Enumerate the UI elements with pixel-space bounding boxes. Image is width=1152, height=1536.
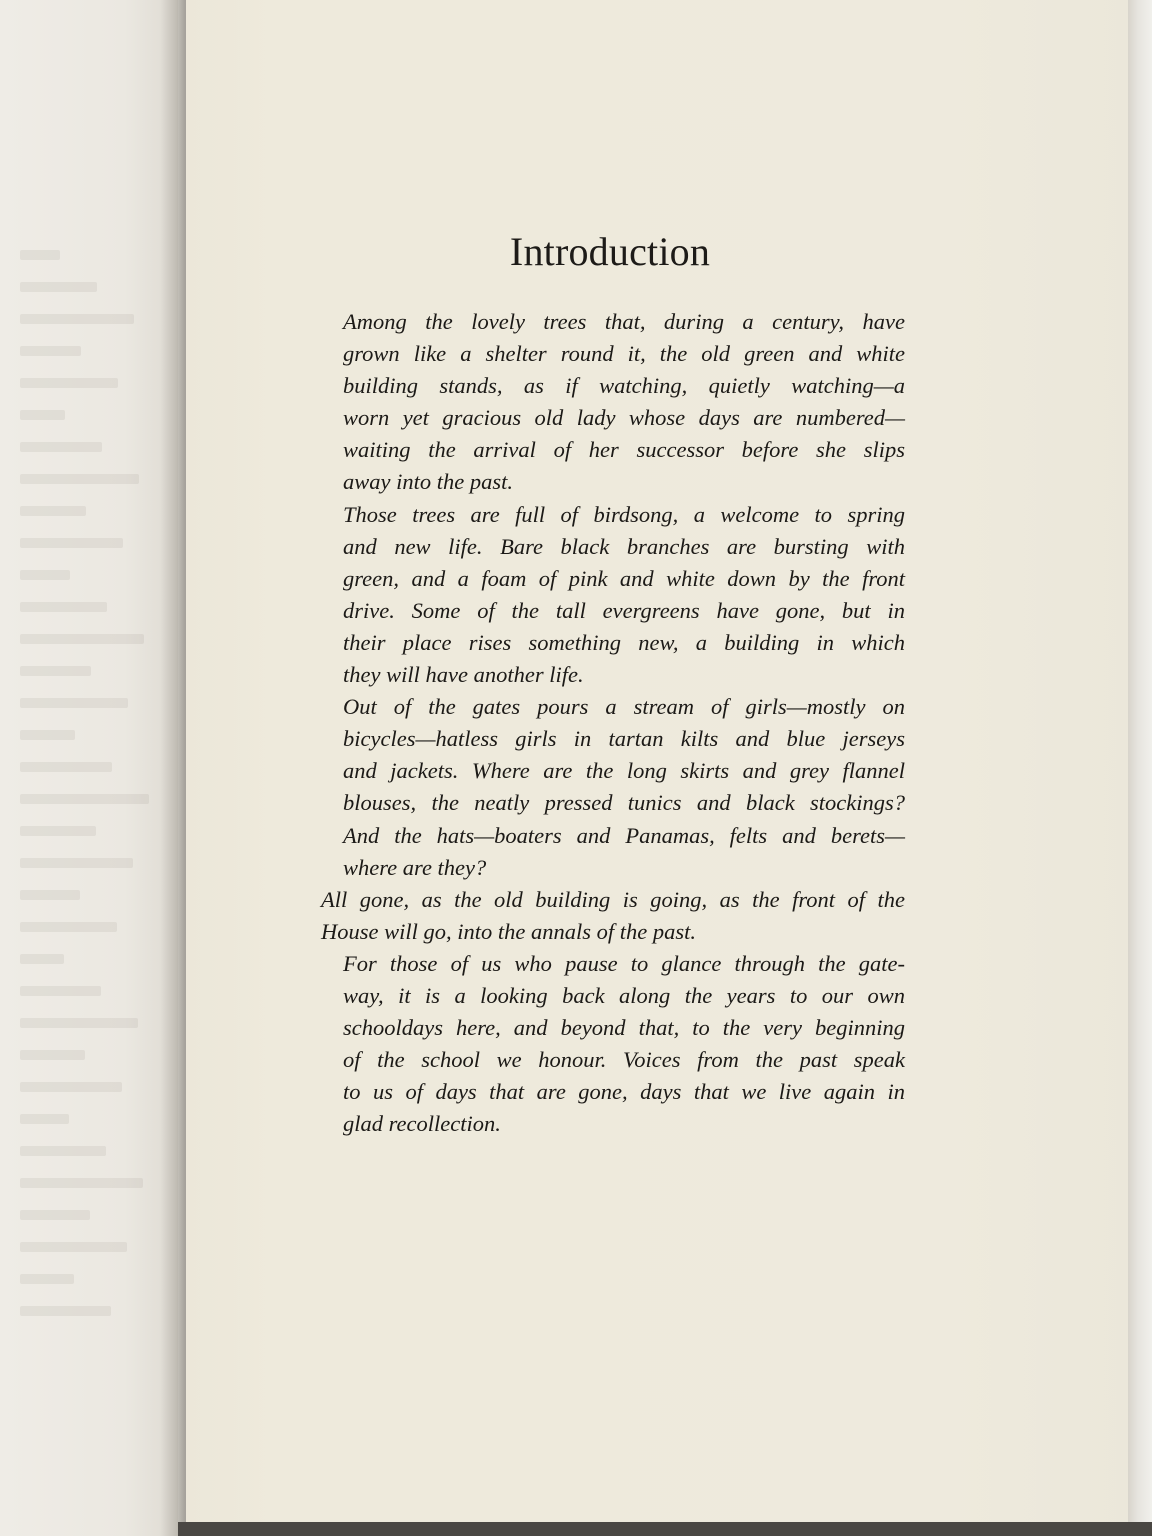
text-line: House will go, into the annals of the past. bbox=[321, 918, 696, 944]
show-through-mark bbox=[20, 538, 123, 548]
show-through-mark bbox=[20, 378, 118, 388]
text-line: bicycles—hatless girls in tartan kilts and blue jerseys bbox=[343, 726, 905, 752]
show-through-mark bbox=[20, 602, 107, 612]
show-through-mark bbox=[20, 1274, 74, 1284]
introduction-body bbox=[321, 306, 905, 1140]
page-title: Introduction bbox=[509, 229, 711, 274]
show-through-mark bbox=[20, 1210, 90, 1220]
text-line: Out of the gates pours a stream of girls—mostly on bbox=[343, 694, 905, 720]
show-through-mark bbox=[20, 1146, 106, 1156]
show-through-mark bbox=[20, 954, 64, 964]
show-through-mark bbox=[20, 410, 65, 420]
text-line: away into the past. bbox=[343, 469, 513, 495]
text-line: drive. Some of the tall evergreens have gone, but in bbox=[343, 597, 905, 623]
text-line: All gone, as the old building is going, as the front of the bbox=[321, 886, 905, 912]
show-through-mark bbox=[20, 1050, 85, 1060]
show-through-mark bbox=[20, 1306, 111, 1316]
text-line: And the hats—boaters and Panamas, felts and berets— bbox=[343, 822, 905, 848]
page-edges bbox=[1128, 0, 1152, 1536]
paragraph bbox=[321, 884, 905, 948]
show-through-mark bbox=[20, 890, 80, 900]
show-through-mark bbox=[20, 282, 97, 292]
show-through-mark bbox=[20, 794, 149, 804]
show-through-mark bbox=[20, 506, 86, 516]
book-cover-edge bbox=[178, 1522, 1152, 1536]
paragraph bbox=[321, 499, 905, 692]
show-through-mark bbox=[20, 1114, 69, 1124]
text-line: waiting the arrival of her successor before she slips bbox=[343, 437, 905, 463]
show-through-mark bbox=[20, 314, 134, 324]
text-line: where are they? bbox=[343, 854, 487, 880]
show-through-mark bbox=[20, 442, 102, 452]
text-line: glad recollection. bbox=[343, 1111, 501, 1137]
text-line: they will have another life. bbox=[343, 662, 584, 688]
show-through-mark bbox=[20, 570, 70, 580]
show-through-mark bbox=[20, 762, 112, 772]
show-through-mark bbox=[20, 698, 128, 708]
show-through-mark bbox=[20, 858, 133, 868]
show-through-mark bbox=[20, 634, 144, 644]
text-line: For those of us who pause to glance through the gate- bbox=[343, 950, 905, 976]
show-through-mark bbox=[20, 474, 139, 484]
show-through-mark bbox=[20, 922, 117, 932]
text-line: Those trees are full of birdsong, a welcome to spring bbox=[343, 501, 905, 527]
text-line: green, and a foam of pink and white down by the front bbox=[343, 565, 905, 591]
text-line: grown like a shelter round it, the old green and white bbox=[343, 341, 905, 367]
show-through-mark bbox=[20, 826, 96, 836]
paragraph bbox=[321, 948, 905, 1141]
text-line: building stands, as if watching, quietly watching—a bbox=[343, 373, 905, 399]
show-through-mark bbox=[20, 1018, 138, 1028]
text-line: Among the lovely trees that, during a century, have bbox=[343, 309, 905, 334]
show-through-mark bbox=[20, 666, 91, 676]
paragraph bbox=[321, 306, 905, 499]
text-line: blouses, the neatly pressed tunics and black stockings? bbox=[343, 790, 905, 816]
show-through-mark bbox=[20, 1082, 122, 1092]
text-line: their place rises something new, a building in which bbox=[343, 629, 905, 655]
show-through-mark bbox=[20, 730, 75, 740]
show-through-mark bbox=[20, 1178, 143, 1188]
text-line: of the school we honour. Voices from the past speak bbox=[343, 1047, 905, 1073]
show-through-mark bbox=[20, 346, 81, 356]
show-through-mark bbox=[20, 986, 101, 996]
text-line: worn yet gracious old lady whose days are numbered— bbox=[343, 405, 905, 431]
text-line: way, it is a looking back along the years to our own bbox=[343, 982, 905, 1008]
paragraph bbox=[321, 691, 905, 884]
text-line: to us of days that are gone, days that we live again in bbox=[343, 1079, 905, 1105]
show-through-mark bbox=[20, 250, 60, 260]
text-line: schooldays here, and beyond that, to the very beginning bbox=[343, 1015, 905, 1041]
show-through-mark bbox=[20, 1242, 127, 1252]
text-line: and jackets. Where are the long skirts and grey flannel bbox=[343, 758, 905, 784]
text-line: and new life. Bare black branches are bursting with bbox=[343, 533, 905, 559]
